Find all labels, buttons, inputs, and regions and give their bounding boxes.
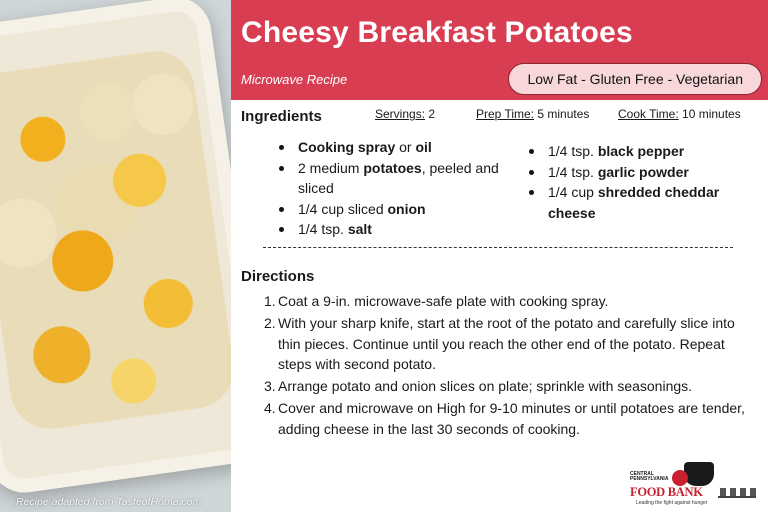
apple-icon [672,470,688,486]
coffee-cup-icon [684,462,714,486]
ingredient-item: 2 medium potatoes, peeled and sliced [278,158,518,199]
servings [375,107,435,121]
prep-time-value: 5 minutes [537,107,590,121]
prep-time [476,107,589,121]
direction-step: 4. Cover and microwave on High for 9-10 minutes or until potatoes are tender, adding cheese in the last 30 seconds of cooking. [264,399,745,437]
ingredient-item: 1/4 cup sliced onion [278,199,518,220]
direction-step: 1. Coat a 9-in. microwave-safe plate with cooking spray. [264,293,609,309]
direction-step: 2. With your sharp knife, start at the root of the potato and carefully slice into thin pieces. Continue until you reach the other end of the potato. Repeat steps with second potato. [264,314,735,373]
ingredient-item: 1/4 cup shredded cheddar cheese [528,182,748,223]
ingredients-list-left [278,137,518,240]
servings-label: Servings: [375,107,426,121]
ingredient-item: 1/4 tsp. black pepper [528,141,748,162]
partner-logo-icon [718,486,756,498]
directions-heading: Directions [241,268,315,285]
recipe-title: Cheesy Breakfast Potatoes [241,16,633,49]
photo-credit: Recipe adapted from TasteofHome.com [16,496,202,508]
ingredient-item: Cooking spray or oil [278,137,518,158]
directions-list [264,291,754,441]
diet-tags-badge: Low Fat - Gluten Free - Vegetarian [508,63,762,95]
direction-step: 3. Arrange potato and onion slices on plate; sprinkle with seasonings. [264,378,693,395]
ingredients-list-right [528,141,748,223]
food-bank-logo: CENTRAL PENNSYLVANIA FOOD BANK Leading the fight against hunger [628,458,762,508]
servings-value: 2 [428,107,436,121]
recipe-photo [0,0,231,512]
prep-time-label: Prep Time: [476,107,535,121]
ingredients-heading: Ingredients [241,108,322,125]
ingredient-item: 1/4 tsp. garlic powder [528,162,748,183]
ingredient-item: 1/4 tsp. salt [278,219,518,240]
cook-time-value: 10 minutes [682,107,741,121]
recipe-subtitle: Microwave Recipe [241,72,348,87]
recipe-header [231,0,768,100]
potato-cheese-food [0,46,231,434]
section-divider [263,247,733,248]
cook-time [618,107,741,121]
cook-time-label: Cook Time: [618,107,679,121]
